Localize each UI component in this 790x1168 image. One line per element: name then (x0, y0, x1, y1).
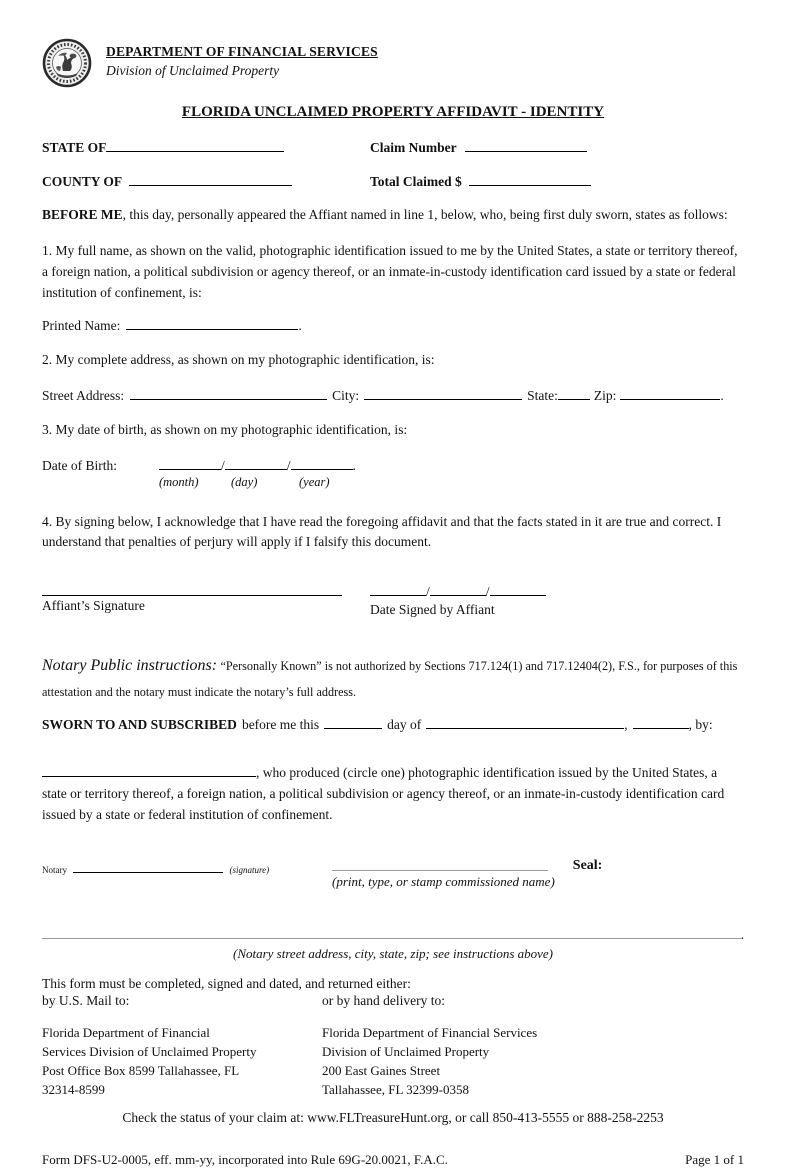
notary-instructions (42, 652, 744, 704)
date-signed-month-blank[interactable] (370, 583, 426, 596)
state-claim-row (42, 139, 744, 156)
commissioned-name-caption: (print, type, or stamp commissioned name) (332, 873, 555, 889)
notary-instructions-lead: Notary Public instructions: (42, 657, 218, 675)
return-methods-row (42, 993, 744, 1009)
total-claimed-blank[interactable] (469, 173, 591, 186)
notary-address-caption: (Notary street address, city, state, zip; see instructions above) (232, 945, 554, 961)
slash: / (286, 457, 291, 473)
before-me-paragraph: BEFORE ME, this day, personally appeared the Affiant named in line 1, below, who, being first duly sworn, states as follows: (42, 207, 728, 222)
zip-blank[interactable] (620, 387, 720, 400)
city-blank[interactable] (364, 387, 522, 400)
printed-name-blank[interactable] (126, 317, 298, 330)
dob-month-blank[interactable] (159, 457, 221, 470)
slash: / (220, 457, 225, 473)
day-caption: (day) (230, 474, 258, 489)
address-row (42, 387, 744, 404)
state-of-blank[interactable] (106, 139, 284, 152)
item2-paragraph: 2. My complete address, as shown on my photographic identification, is: (42, 351, 435, 367)
period: . (352, 457, 356, 473)
who-produced-paragraph (42, 763, 744, 826)
dob-row (42, 457, 744, 490)
seal-label: Seal: (572, 857, 603, 873)
notary-signature-row (42, 858, 744, 890)
comma: , (624, 717, 628, 732)
street-address-blank[interactable] (130, 387, 327, 400)
slash: / (485, 584, 490, 600)
affiant-signature-label: Affiant’s Signature (42, 598, 145, 614)
page-footer (42, 1152, 744, 1168)
sworn-day-blank[interactable] (324, 716, 382, 729)
document-header (42, 38, 744, 88)
claim-status-line: Check the status of your claim at: www.FLTreasureHunt.org, or call 850-413-5555 or 888-258-2253 (122, 1110, 664, 1126)
total-claimed-label: Total Claimed $ (370, 174, 462, 189)
period: . (720, 387, 724, 403)
slash: / (426, 584, 430, 600)
printed-name-row (42, 317, 744, 334)
notary-address-blank[interactable] (42, 926, 741, 939)
hand-delivery-label: or by hand delivery to: (322, 992, 445, 1008)
year-caption: (year) (298, 474, 330, 489)
division-name: Division of Unclaimed Property (106, 63, 280, 78)
county-of-label: COUNTY OF (42, 174, 123, 189)
zip-label: Zip: (593, 387, 617, 403)
printed-name-label: Printed Name: (42, 317, 121, 333)
state-label: State: (527, 387, 558, 403)
county-total-row (42, 173, 744, 190)
sworn-rest-text: before me this (241, 717, 320, 732)
return-instruction-line: This form must be completed, signed and dated, and returned either: (42, 975, 411, 991)
county-of-blank[interactable] (129, 173, 292, 186)
sworn-year-blank[interactable] (633, 716, 689, 729)
period: . (298, 317, 302, 333)
hand-delivery-address: Florida Department of Financial Services Division of Unclaimed Property 200 East Gaines Street Tallahassee, FL 32399-0358 (322, 1024, 538, 1097)
state-blank[interactable] (558, 387, 590, 400)
notary-instructions-body: “Personally Known” is not authorized by Sections 717.124(1) and 717.12404(2), F.S., for purposes of this attestation and the notary must indicate the notary’s full address. (42, 659, 738, 700)
period: . (740, 926, 744, 942)
addresses-row (42, 1024, 744, 1099)
item4-paragraph: 4. By signing below, I acknowledge that I have read the foregoing affidavit and that the facts stated in it are true and correct. I understand that penalties of perjury will apply if I falsify this document. (42, 513, 722, 550)
date-signed-label: Date Signed by Affiant (370, 602, 495, 618)
dob-day-blank[interactable] (225, 457, 287, 470)
date-signed-year-blank[interactable] (490, 583, 546, 596)
sworn-label: SWORN TO AND SUBSCRIBED (42, 717, 237, 732)
who-produced-text: , who produced (circle one) photographic identification issued by the United States, a state or territory thereof, a foreign nation, a political subdivision or agency thereof, or an inmate-in-custody identification card issued by a state or federal institution of confinement. (42, 765, 725, 822)
affiant-signature-blank[interactable] (42, 583, 342, 596)
item3-paragraph: 3. My date of birth, as shown on my photographic identification, is: (42, 421, 408, 437)
state-of-label: STATE OF (42, 140, 107, 155)
sworn-month-blank[interactable] (426, 716, 624, 729)
dob-year-blank[interactable] (291, 457, 353, 470)
form-info: Form DFS-U2-0005, eff. mm-yy, incorporated into Rule 69G-20.0021, F.A.C. (42, 1152, 448, 1168)
signature-row (42, 583, 744, 618)
notary-address-row (42, 926, 744, 943)
city-label: City: (332, 387, 360, 403)
item1-paragraph: 1. My full name, as shown on the valid, photographic identification issued to me by the United States, a state or territory thereof, a foreign nation, a political subdivision or agency thereof, or an inmate-in-custody identification card issued by a state or federal institution of confinement, is: (42, 242, 738, 300)
claim-number-blank[interactable] (465, 139, 587, 152)
mail-address: Florida Department of Financial Services Division of Unclaimed Property Post Office Box 8599 Tallahassee, FL 32314-8599 (42, 1024, 257, 1097)
affiant-name-blank[interactable] (42, 764, 256, 777)
signature-caption: (signature) (229, 864, 270, 875)
commissioned-name-blank[interactable] (332, 858, 548, 871)
month-caption: (month) (158, 474, 199, 489)
day-of-label: day of (387, 717, 422, 732)
page-number: Page 1 of 1 (685, 1152, 744, 1168)
notary-label: Notary (42, 864, 67, 875)
florida-state-seal-icon (42, 38, 92, 88)
street-address-label: Street Address: (42, 387, 125, 403)
by-label: , by: (688, 717, 713, 732)
department-name: DEPARTMENT OF FINANCIAL SERVICES (106, 44, 378, 59)
form-title: FLORIDA UNCLAIMED PROPERTY AFFIDAVIT - IDENTITY (181, 104, 605, 120)
sworn-row (42, 716, 744, 733)
dob-label: Date of Birth: (42, 457, 117, 473)
claim-number-label: Claim Number (370, 140, 457, 155)
notary-signature-blank[interactable] (73, 864, 223, 873)
date-signed-day-blank[interactable] (430, 583, 486, 596)
mail-label: by U.S. Mail to: (42, 992, 130, 1008)
